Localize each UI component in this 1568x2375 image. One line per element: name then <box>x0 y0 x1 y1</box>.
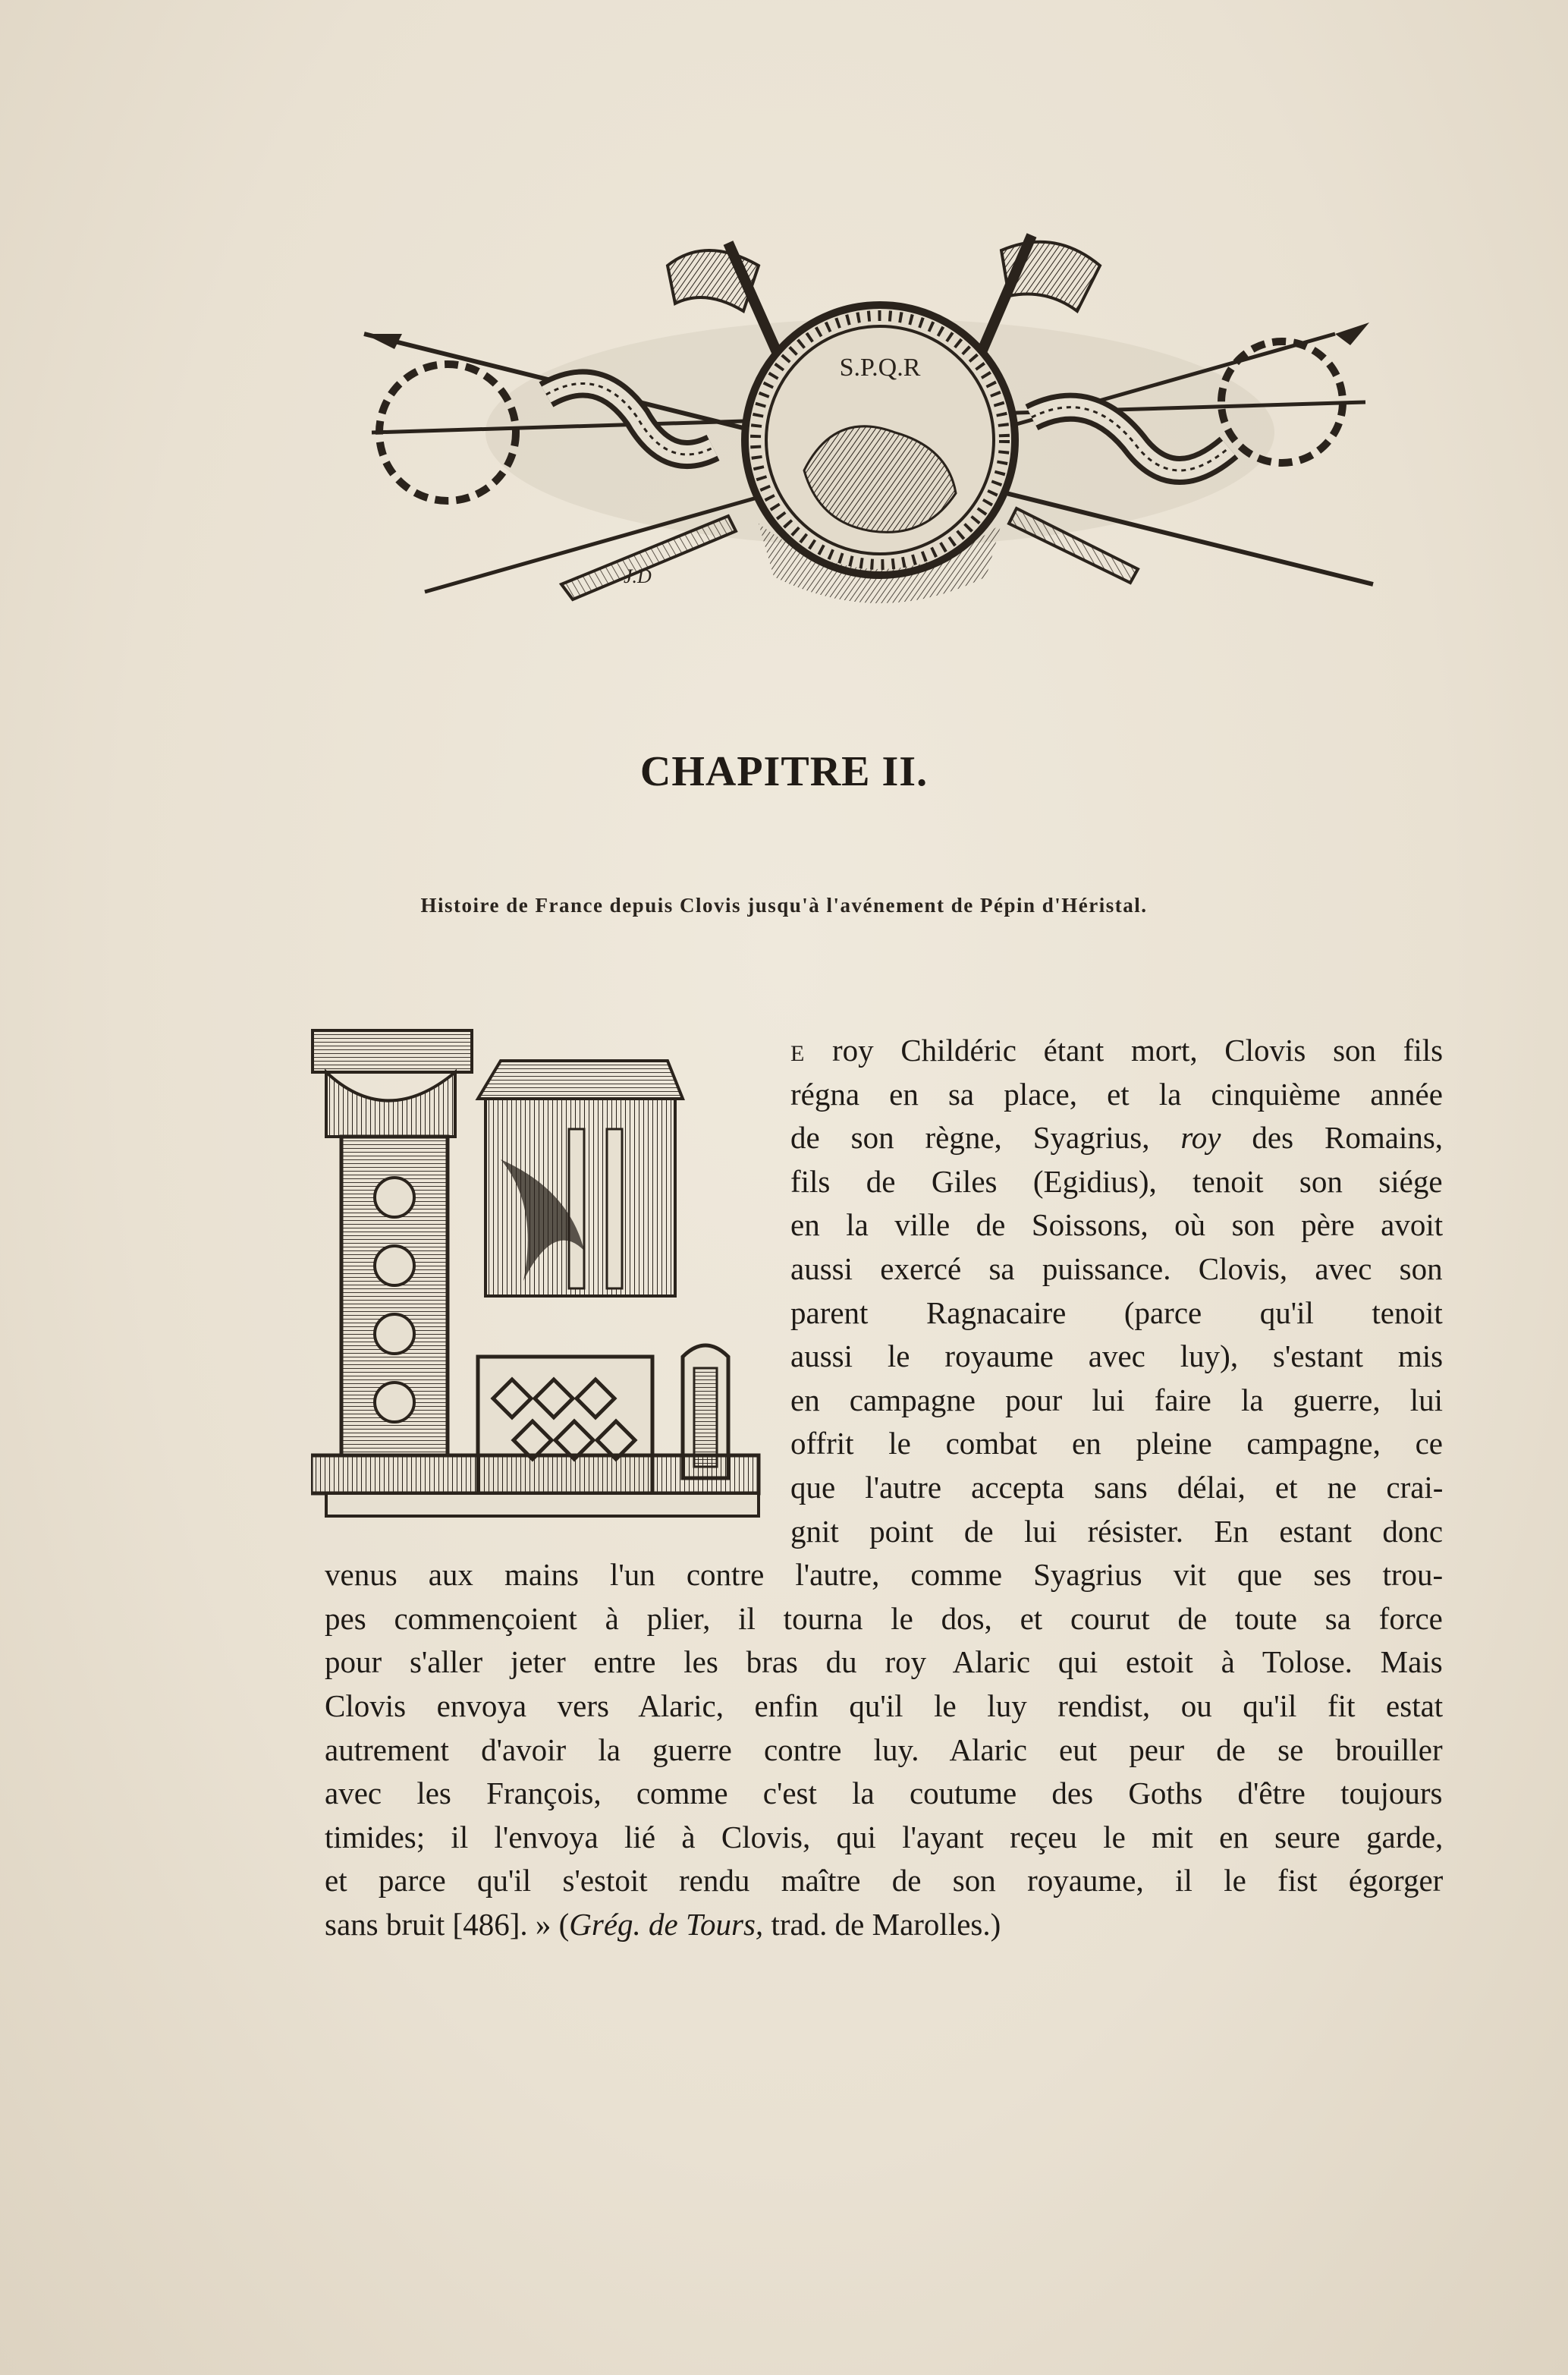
text-run: avec les François, comme c'est la coutume des Goths d'être toujours <box>325 1776 1443 1811</box>
text-run: gnit point de lui résister. En estant donc <box>790 1513 1444 1549</box>
text-line <box>790 1425 1443 1461</box>
text-run: E <box>790 1041 806 1066</box>
text-run: Clovis envoya vers Alaric, enfin qu'il le luy rendist, ou qu'il fit estat <box>325 1688 1444 1723</box>
text-run: offrit le combat en pleine campagne, ce <box>790 1426 1443 1461</box>
text-line <box>325 1732 1443 1768</box>
text-run: roy <box>1180 1120 1221 1156</box>
text-run: fils de Giles (Egidius), tenoit son siége <box>790 1163 1443 1199</box>
text-line <box>325 1862 1443 1898</box>
text-line <box>325 1906 1001 1942</box>
text-run: et parce qu'il s'estoit rendu maître de son royaume, il le fist égorger <box>325 1863 1444 1898</box>
text-run: de son règne, Syagrius, <box>790 1120 1181 1156</box>
text-run: timides; il l'envoya lié à Clovis, qui l'ayant reçeu le mit en seure garde, <box>325 1819 1444 1854</box>
chapter-subtitle: Histoire de France depuis Clovis jusqu'à l'avénement de Pépin d'Héristal. <box>420 894 1148 917</box>
text-run: sans bruit [486]. » ( <box>325 1907 570 1942</box>
text-line <box>325 1688 1443 1724</box>
text-line <box>325 1775 1443 1811</box>
text-line <box>790 1206 1443 1243</box>
chapter-title: CHAPITRE II. <box>639 748 929 795</box>
text-run: en campagne pour lui faire la guerre, lui <box>790 1382 1443 1417</box>
text-line <box>790 1338 1443 1374</box>
text-run: trad. de Marolles.) <box>763 1907 1001 1942</box>
text-line <box>790 1032 1443 1072</box>
text-line <box>325 1644 1443 1680</box>
decorated-initial-l-illustration <box>311 1023 766 1554</box>
text-run: aussi le royaume avec luy), s'estant mis <box>790 1338 1444 1374</box>
text-line <box>790 1076 1443 1112</box>
engraver-initials: J.D <box>624 565 652 587</box>
text-run: pour s'aller jeter entre les bras du roy Alaric qui estoit à Tolose. Mais <box>325 1644 1443 1680</box>
text-line <box>325 1600 1443 1637</box>
text-run: que l'autre accepta sans délai, et ne crai- <box>790 1470 1444 1505</box>
text-run: parent Ragnacaire (parce qu'il tenoit <box>790 1294 1443 1330</box>
text-line <box>325 1819 1443 1855</box>
shield-inscription: S.P.Q.R <box>839 354 921 382</box>
text-run: en la ville de Soissons, où son père avoit <box>790 1207 1444 1243</box>
text-run: aussi exercé sa puissance. Clovis, avec son <box>790 1251 1443 1286</box>
text-line <box>790 1119 1443 1156</box>
text-run: venus aux mains l'un contre l'autre, comme Syagrius vit que ses trou- <box>325 1557 1444 1593</box>
text-line <box>790 1513 1443 1549</box>
text-run: roy Childéric étant mort, Clovis son fils <box>805 1033 1444 1068</box>
text-run: des Romains, <box>1221 1120 1444 1156</box>
text-run: autrement d'avoir la guerre contre luy. Alaric eut peur de se brouiller <box>325 1732 1443 1767</box>
text-run: régna en sa place, et la cinquième année <box>790 1076 1443 1112</box>
trophy-ornament-illustration <box>349 220 1396 630</box>
text-line <box>325 1556 1443 1593</box>
text-line <box>790 1163 1443 1200</box>
text-line <box>790 1250 1443 1287</box>
text-line <box>790 1294 1443 1331</box>
text-line <box>790 1469 1443 1505</box>
text-run: Grég. de Tours, <box>569 1907 764 1942</box>
text-run: pes commençoient à plier, il tourna le dos, et courut de toute sa force <box>325 1600 1443 1636</box>
text-line <box>790 1382 1443 1418</box>
